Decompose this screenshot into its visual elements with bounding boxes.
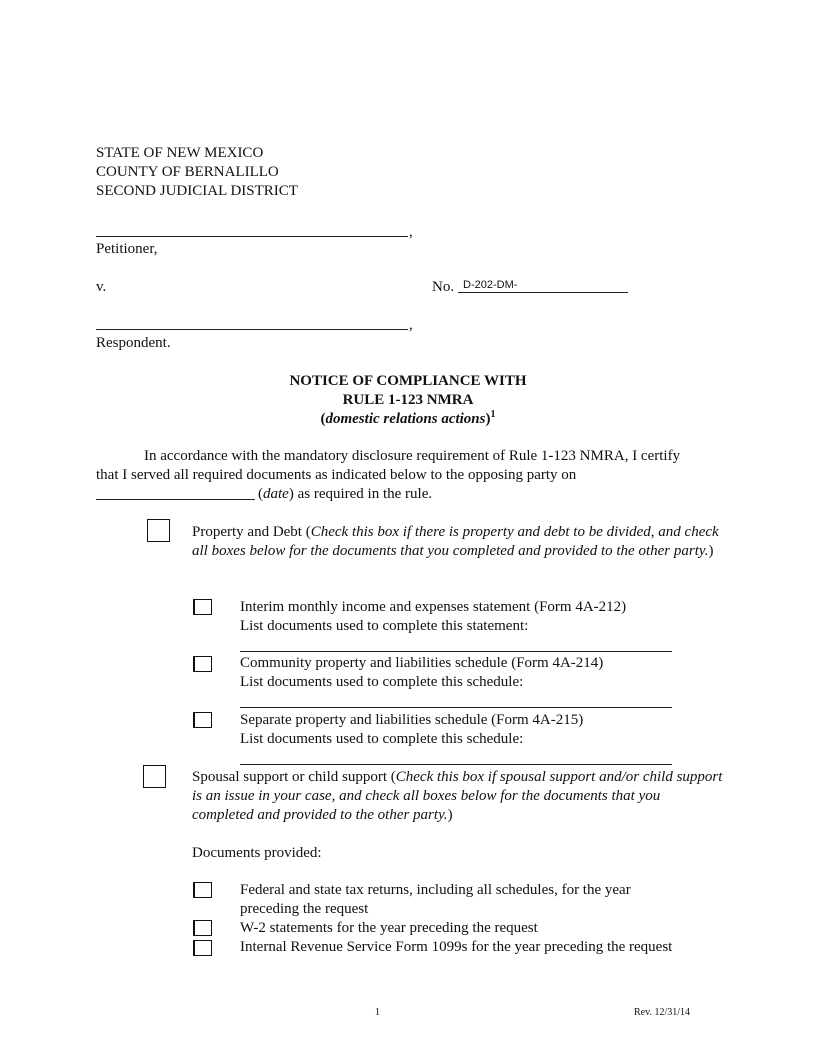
notice-title-line1: NOTICE OF COMPLIANCE WITH: [289, 373, 527, 389]
property-debt-checkbox[interactable]: [147, 519, 170, 542]
property-debt-heading: Property and Debt (: [192, 524, 311, 540]
versus-label: v.: [96, 279, 107, 295]
separate-property-sub: List documents used to complete this schedule:: [240, 731, 524, 747]
support-text: Spousal support or child support (Check this box if spousal support and/or child support is an issue in your case, and check all boxes below for the documents that you completed and provided to the other party.): [192, 769, 723, 823]
state-heading: STATE OF NEW MEXICO: [96, 145, 264, 161]
petitioner-name-line[interactable]: [96, 236, 408, 237]
case-number-label: No.: [432, 279, 455, 295]
footnote-ref: 1: [490, 409, 496, 420]
respondent-name-line[interactable]: [96, 329, 408, 330]
form-1099-text: Internal Revenue Service Form 1099s for the year preceding the request: [240, 939, 673, 955]
notice-title-line3: (domestic relations actions)$^1$: [320, 409, 496, 427]
separate-property-checkbox[interactable]: [193, 712, 212, 728]
page-number: 1: [375, 1007, 380, 1018]
interim-statement-checkbox[interactable]: [193, 599, 212, 615]
notice-title-line2: RULE 1-123 NMRA: [342, 392, 474, 408]
support-heading: Spousal support or child support (: [192, 769, 396, 785]
separate-property-title: Separate property and liabilities schedule (Form 4A-215): [240, 712, 584, 728]
tax-returns-checkbox[interactable]: [193, 882, 212, 898]
county-heading: COUNTY OF BERNALILLO: [96, 164, 279, 180]
documents-provided-label: Documents provided:: [192, 845, 322, 861]
respondent-comma: ,: [409, 317, 413, 333]
interim-statement-sub: List documents used to complete this statement:: [240, 618, 529, 634]
property-debt-text: Property and Debt (Check this box if there is property and debt to be divided, and check all boxes below for the documents that you completed and provided to the other party.): [192, 524, 719, 559]
respondent-label: Respondent.: [96, 335, 171, 351]
interim-statement-title: Interim monthly income and expenses statement (Form 4A-212): [240, 599, 627, 615]
intro-line3: (date) as required in the rule.: [258, 486, 433, 502]
tax-returns-line1: Federal and state tax returns, including all schedules, for the year: [240, 882, 631, 898]
petitioner-label: Petitioner,: [96, 241, 158, 257]
community-property-sub: List documents used to complete this schedule:: [240, 674, 524, 690]
support-instructions: Check this box if spousal support and/or child support is an issue in your case, and check all boxes below for the documents that you completed and provided to the other party.: [192, 769, 723, 823]
form-1099-checkbox[interactable]: [193, 940, 212, 956]
district-heading: SECOND JUDICIAL DISTRICT: [96, 183, 298, 199]
interim-documents-line[interactable]: [240, 651, 672, 652]
tax-returns-line2: preceding the request: [240, 901, 369, 917]
community-property-title: Community property and liabilities schedule (Form 4A-214): [240, 655, 604, 671]
title-subtitle: domestic relations actions: [325, 411, 486, 427]
w2-checkbox[interactable]: [193, 920, 212, 936]
property-debt-instructions: Check this box if there is property and debt to be divided, and check all boxes below for the documents that you completed and provided to the other party.: [192, 524, 719, 559]
service-date-line[interactable]: [96, 499, 255, 500]
community-property-checkbox[interactable]: [193, 656, 212, 672]
intro-line3-rest: as required in the rule.: [293, 486, 433, 502]
intro-line1: In accordance with the mandatory disclosure requirement of Rule 1-123 NMRA, I certify: [144, 448, 681, 464]
revision-date: Rev. 12/31/14: [634, 1007, 691, 1018]
intro-line2: that I served all required documents as indicated below to the opposing party on: [96, 467, 577, 483]
date-label: date: [263, 486, 289, 502]
w2-text: W-2 statements for the year preceding the request: [240, 920, 538, 936]
case-number-prefix: D-202-DM-: [463, 279, 518, 291]
community-documents-line[interactable]: [240, 707, 672, 708]
separate-documents-line[interactable]: [240, 764, 672, 765]
support-checkbox[interactable]: [143, 765, 166, 788]
petitioner-comma: ,: [409, 224, 413, 240]
